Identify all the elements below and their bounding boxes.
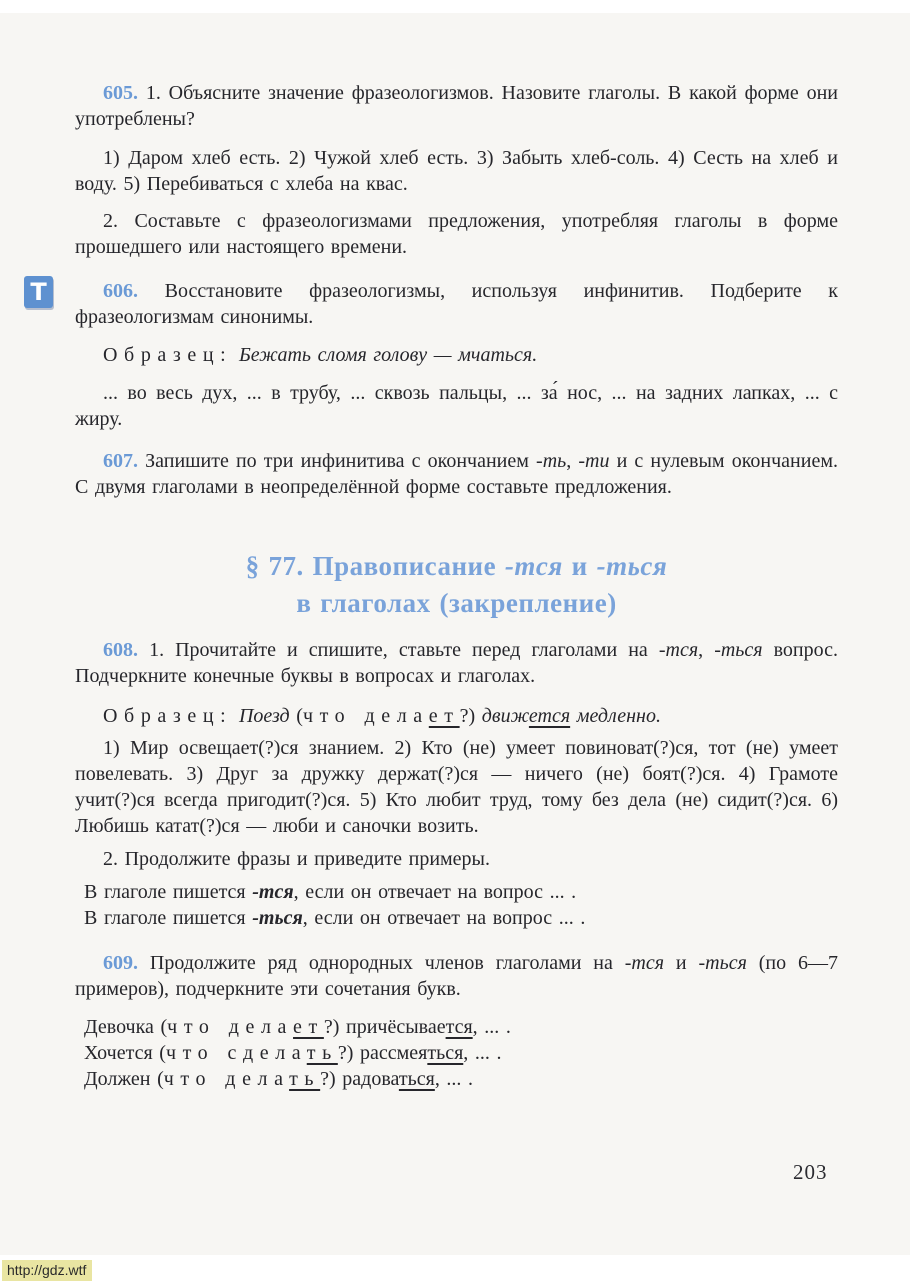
exercise-609-example-1: Девочка (что делает?) причёсывается, ... . <box>84 1016 511 1038</box>
exercise-609-example-2: Хочется (что сделать?) рассмеяться, ... . <box>84 1042 502 1064</box>
status-bar-url-watermark: http://gdz.wtf <box>2 1260 92 1281</box>
exercise-608-items: 1) Мир освещает(?)ся знанием. 2) Кто (не) умеет повиноват(?)ся, тот (не) умеет повелевать. 3) Друг за дружку держат(?)ся — ничего (не) боят(?)ся. 4) Грамоте учит(?)ся всегда пригодит(?)ся. 5) Кто любит труд, тому без дела (не) сидит(?)ся. 6) Любишь катат(?)ся — люби и саночки возить. <box>75 737 838 837</box>
page-number: 203 <box>793 1160 828 1184</box>
exercise-type-marker-icon: Т <box>24 276 53 308</box>
page-content <box>0 13 910 1092</box>
exercise-605-items: 1) Даром хлеб есть. 2) Чужой хлеб есть. 3) Забыть хлеб-соль. 4) Сесть на хлеб и воду. 5) Перебиваться с хлеба на квас. <box>75 147 838 195</box>
exercise-605-intro: 605. 1. Объясните значение фразеологизмов. Назовите глаголы. В какой форме они употреблены? <box>75 82 838 130</box>
exercise-609-example-3: Должен (что делать?) радоваться, ... . <box>84 1068 474 1090</box>
exercise-605-part2: 2. Составьте с фразеологизмами предложения, употребляя глаголы в форме прошедшего или настоящего времени. <box>75 210 838 258</box>
exercise-608-obrazec: Образец: Поезд (что делает?) движется медленно. <box>103 705 661 727</box>
exercise-608-rule-tsya: В глаголе пишется -тся, если он отвечает на вопрос ... . <box>84 881 577 903</box>
exercise-606-obrazec: Образец: Бежать сломя голову — мчаться. <box>103 344 538 366</box>
exercise-609-intro: 609. Продолжите ряд однородных членов глаголами на -тся и -ться (по 6—7 примеров), подчеркните эти сочетания букв. <box>75 952 838 1000</box>
section-77-heading: § 77. Правописание -тся и -ться в глаголах (закрепление) <box>245 551 668 618</box>
exercise-606-items: ... во весь дух, ... в трубу, ... сквозь пальцы, ... за́ нос, ... на задних лапках, ... с жиру. <box>75 382 838 430</box>
exercise-608-part2: 2. Продолжите фразы и приведите примеры. <box>103 848 490 870</box>
exercise-606-intro: 606. Восстановите фразеологизмы, используя инфинитив. Подберите к фразеологизмам синонимы. <box>75 280 838 328</box>
exercise-608-rule-tsya-soft: В глаголе пишется -ться, если он отвечает на вопрос ... . <box>84 907 586 929</box>
exercise-608-intro: 608. 1. Прочитайте и спишите, ставьте перед глаголами на -тся, -ться вопрос. Подчеркните конечные буквы в вопросах и глаголах. <box>75 639 839 687</box>
exercise-607-intro: 607. Запишите по три инфинитива с окончанием -ть, -ти и с нулевым окончанием. С двумя глаголами в неопределённой форме составьте предложения. <box>75 450 838 498</box>
